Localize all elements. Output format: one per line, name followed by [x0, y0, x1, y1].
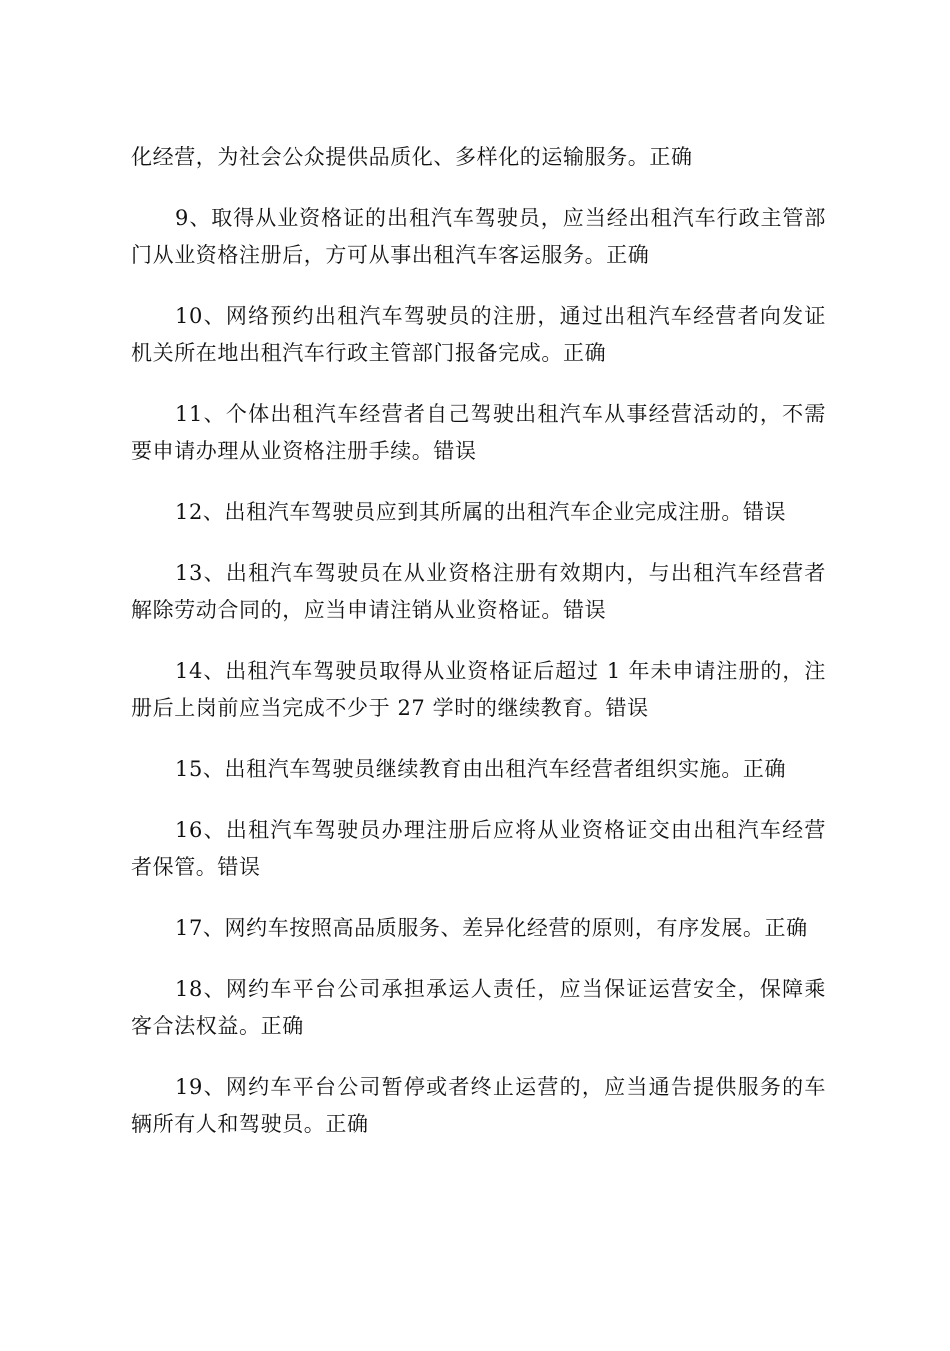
question-9: 9、取得从业资格证的出租汽车驾驶员，应当经出租汽车行政主管部门从业资格注册后，方可从事出租汽车客运服务。正确: [131, 206, 826, 267]
question-19: 19、网约车平台公司暂停或者终止运营的，应当通告提供服务的车辆所有人和驾驶员。正确: [131, 1075, 826, 1136]
question-17: 17、网约车按照高品质服务、差异化经营的原则，有序发展。正确: [175, 916, 808, 940]
question-10: 10、网络预约出租汽车驾驶员的注册，通过出租汽车经营者向发证机关所在地出租汽车行政主管部门报备完成。正确: [131, 304, 826, 365]
question-15: 15、出租汽车驾驶员继续教育由出租汽车经营者组织实施。正确: [175, 757, 787, 781]
document-body: [131, 139, 826, 1167]
question-11: 11、个体出租汽车经营者自己驾驶出租汽车从事经营活动的，不需要申请办理从业资格注册手续。错误: [131, 402, 826, 463]
question-16: 16、出租汽车驾驶员办理注册后应将从业资格证交由出租汽车经营者保管。错误: [131, 818, 826, 879]
question-12: 12、出租汽车驾驶员应到其所属的出租汽车企业完成注册。错误: [175, 500, 787, 524]
question-14: 14、出租汽车驾驶员取得从业资格证后超过 1 年未申请注册的，注册后上岗前应当完成不少于 27 学时的继续教育。错误: [131, 659, 826, 720]
paragraph-continuation: 化经营，为社会公众提供品质化、多样化的运输服务。正确: [131, 145, 693, 169]
question-13: 13、出租汽车驾驶员在从业资格注册有效期内，与出租汽车经营者解除劳动合同的，应当申请注销从业资格证。错误: [131, 561, 826, 622]
question-18: 18、网约车平台公司承担承运人责任，应当保证运营安全，保障乘客合法权益。正确: [131, 977, 826, 1038]
